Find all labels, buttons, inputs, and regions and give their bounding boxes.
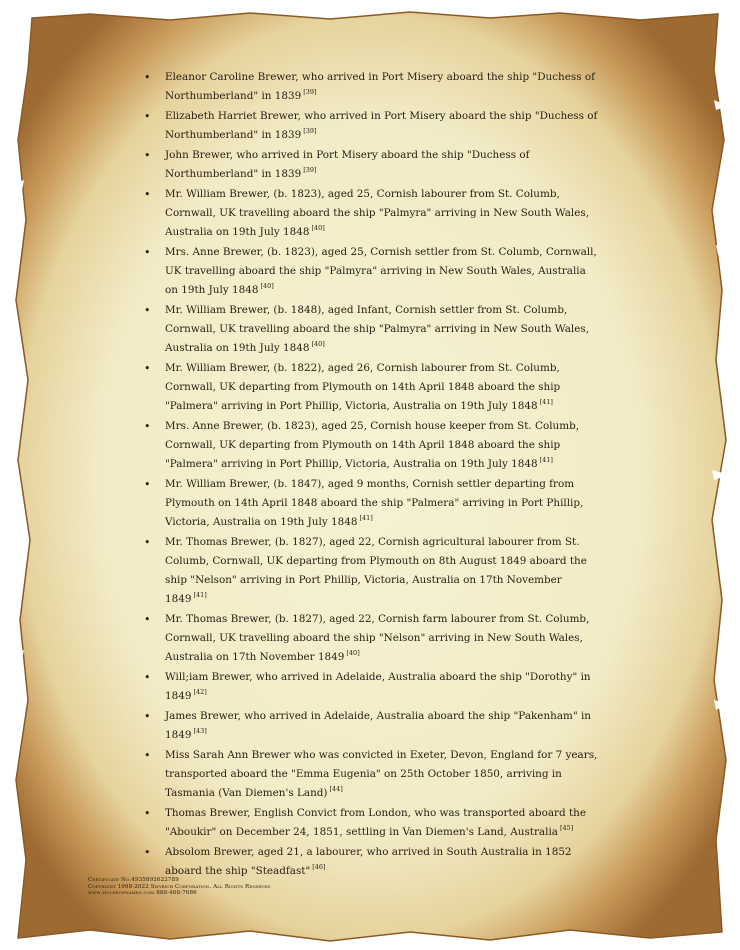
citation-ref: [44]	[329, 785, 343, 793]
list-item	[144, 746, 600, 803]
entry-text: Mr. William Brewer, (b. 1847), aged 9 months, Cornish settler departing from Plymouth on 14th April 1848 aboard the ship "Palmera" arriving in Port Phillip, Victoria, Australia on 19th July 1848	[165, 478, 584, 528]
list-item	[144, 107, 600, 145]
citation-ref: [43]	[193, 727, 207, 735]
citation-ref: [40]	[311, 224, 325, 232]
entry-text: Mrs. Anne Brewer, (b. 1823), aged 25, Cornish settler from St. Columb, Cornwall, UK travelling aboard the ship "Palmyra" arriving in New South Wales, Australia on 19th July 1848	[165, 246, 597, 296]
list-item	[144, 68, 600, 106]
list-item	[144, 610, 600, 667]
list-item	[144, 843, 600, 881]
list-item	[144, 707, 600, 745]
citation-ref: [41]	[539, 456, 553, 464]
entry-text: Eleanor Caroline Brewer, who arrived in Port Misery aboard the ship "Duchess of Northumberland" in 1839	[165, 71, 595, 102]
list-item	[144, 359, 600, 416]
list-item	[144, 146, 600, 184]
citation-ref: [46]	[312, 863, 326, 871]
list-item	[144, 243, 600, 300]
entry-text: Miss Sarah Ann Brewer who was convicted in Exeter, Devon, England for 7 years, transported aboard the "Emma Eugenia" on 25th October 1850, arriving in Tasmania (Van Diemen's Land)	[165, 749, 598, 799]
entry-text: Mr. Thomas Brewer, (b. 1827), aged 22, Cornish agricultural labourer from St. Columb, Cornwall, UK departing from Plymouth on 8th August 1849 aboard the ship "Nelson" arriving in Port Phillip, Victoria, Australia on 17th November 1849	[165, 536, 587, 605]
list-item	[144, 301, 600, 358]
entry-text: Absolom Brewer, aged 21, a labourer, who arrived in South Australia in 1852 aboard the ship "Steadfast"	[165, 846, 572, 877]
list-item	[144, 185, 600, 242]
website-contact: www.houseofnames.com 888-468-7686	[88, 890, 197, 897]
entry-text: Mr. William Brewer, (b. 1822), aged 26, Cornish labourer from St. Columb, Cornwall, UK departing from Plymouth on 14th April 1848 aboard the ship "Palmera" arriving in Port Phillip, Victoria, Australia on 19th July 1848	[165, 362, 561, 412]
entry-text: Mrs. Anne Brewer, (b. 1823), aged 25, Cornish house keeper from St. Columb, Cornwall, UK departing from Plymouth on 14th April 1848 aboard the ship "Palmera" arriving in Port Phillip, Victoria, Australia on 19th July 1848	[165, 420, 580, 470]
copyright-notice: Copyright 1998-2022 Swyrich Corporation. All Rights Reserved	[88, 883, 271, 890]
certificate-footer	[88, 877, 271, 897]
entry-text: Mr. William Brewer, (b. 1848), aged Infant, Cornish settler from St. Columb, Cornwall, UK travelling aboard the ship "Palmyra" arriving in New South Wales, Australia on 19th July 1848	[165, 304, 589, 354]
citation-ref: [40]	[346, 649, 360, 657]
citation-ref: [41]	[193, 591, 207, 599]
citation-ref: [39]	[303, 88, 317, 96]
entry-text: Will;iam Brewer, who arrived in Adelaide, Australia aboard the ship "Dorothy" in 1849	[165, 671, 591, 702]
certificate-number: Certificate No.4935892622789	[88, 877, 179, 883]
entry-text: Elizabeth Harriet Brewer, who arrived in Port Misery aboard the ship "Duchess of Northumberland" in 1839	[165, 110, 598, 141]
immigrant-entry-list	[144, 68, 600, 882]
list-item	[144, 475, 600, 532]
entry-text: John Brewer, who arrived in Port Misery aboard the ship "Duchess of Northumberland" in 1839	[165, 149, 530, 180]
citation-ref: [42]	[193, 688, 207, 696]
list-item	[144, 417, 600, 474]
list-item	[144, 533, 600, 609]
citation-ref: [41]	[539, 398, 553, 406]
entry-text: Mr. William Brewer, (b. 1823), aged 25, Cornish labourer from St. Columb, Cornwall, UK travelling aboard the ship "Palmyra" arriving in New South Wales, Australia on 19th July 1848	[165, 188, 589, 238]
citation-ref: [40]	[311, 340, 325, 348]
entry-text: Thomas Brewer, English Convict from London, who was transported aboard the "Aboukir" on December 24, 1851, settling in Van Diemen's Land, Australia	[165, 807, 586, 838]
list-item	[144, 804, 600, 842]
citation-ref: [39]	[303, 166, 317, 174]
citation-ref: [45]	[559, 824, 574, 832]
entry-text: James Brewer, who arrived in Adelaide, Australia aboard the ship "Pakenham" in 1849	[165, 710, 591, 741]
citation-ref: [41]	[359, 514, 373, 522]
entry-text: Mr. Thomas Brewer, (b. 1827), aged 22, Cornish farm labourer from St. Columb, Cornwall, UK travelling aboard the ship "Nelson" arriving in New South Wales, Australia on 17th November 1849	[165, 613, 590, 663]
list-item	[144, 668, 600, 706]
citation-ref: [40]	[260, 282, 274, 290]
citation-ref: [39]	[303, 127, 317, 135]
